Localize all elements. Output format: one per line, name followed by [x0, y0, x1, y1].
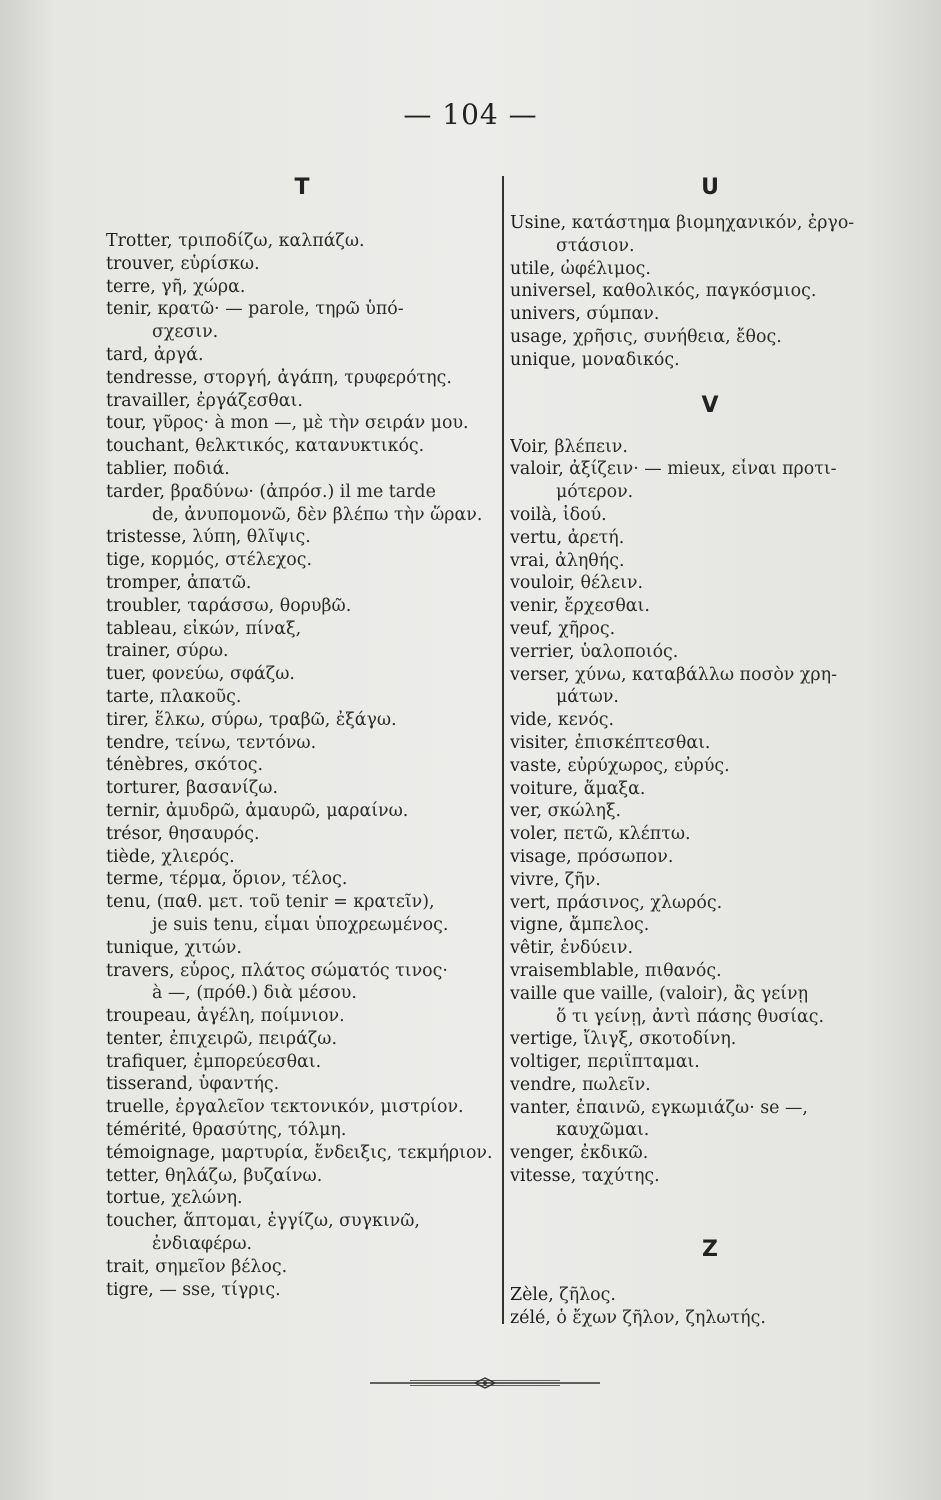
dictionary-entry — [510, 303, 910, 326]
entry-translation: à —, (πρόθ.) διὰ μέσου. — [152, 983, 357, 1004]
entry-headword: terre, — [106, 276, 162, 297]
entry-headword: tortue, — [106, 1188, 172, 1209]
dictionary-entry — [510, 326, 910, 349]
entry-translation: πετῶ, κλέπτω. — [563, 824, 691, 845]
entry-translation: πωλεῖν. — [582, 1074, 651, 1095]
dictionary-entry — [510, 983, 910, 1006]
dictionary-entry — [106, 1142, 498, 1165]
entry-translation: γῆ, χώρα. — [161, 276, 246, 297]
entry-headword: verrier, — [510, 641, 581, 662]
entry-translation: πλακοῦς. — [160, 686, 242, 707]
entry-translation: χλιερός. — [161, 846, 235, 867]
entry-translation: ἐπισκέπτεσθαι. — [574, 732, 711, 753]
entry-headword: ternir, — [106, 800, 166, 821]
entry-headword: tenir, — [106, 299, 158, 320]
entry-translation: ἀργά. — [153, 344, 204, 365]
entry-translation: φονεύω, σφάζω. — [151, 664, 295, 685]
dictionary-entry — [510, 709, 910, 732]
entry-headword: usage, — [510, 326, 573, 347]
entry-headword: tendresse, — [106, 367, 204, 388]
entry-headword: vaille — [510, 983, 563, 1004]
entry-headword: vaste, — [510, 755, 568, 776]
entry-headword: Voir, — [510, 436, 555, 457]
entry-translation: βασανίζω. — [186, 778, 278, 799]
dictionary-entry — [106, 1256, 498, 1279]
dictionary-entry — [510, 527, 910, 550]
entry-translation: ἕλκω, σύρω, τραβῶ, ἐξάγω. — [154, 709, 397, 730]
entry-translation: ἐπιχειρῶ, πειράζω. — [169, 1028, 337, 1049]
dictionary-entry — [510, 258, 910, 281]
dictionary-entry — [106, 846, 498, 869]
entry-headword: tenter, — [106, 1028, 170, 1049]
entry-translation: que vaille, (valoir), ἂς γείνῃ — [562, 983, 809, 1004]
entry-translation: ταράσσω, θορυβῶ. — [187, 595, 352, 616]
entry-continuation — [106, 982, 498, 1005]
entry-translation: σχεσιν. — [152, 322, 219, 343]
entry-translation: εὐρύχωρος, εὐρύς. — [567, 755, 730, 776]
dictionary-entry — [106, 1028, 498, 1051]
entry-translation: καθολικός, παγκόσμιος. — [602, 281, 817, 302]
entry-headword: unique, — [510, 349, 582, 370]
entry-headword: trafiquer, — [106, 1051, 194, 1072]
dictionary-entry — [106, 344, 498, 367]
entry-headword: visage, — [510, 846, 578, 867]
dictionary-entry — [106, 481, 498, 504]
entry-translation: — sse, τίγρις. — [159, 1279, 281, 1300]
dictionary-entry — [510, 869, 910, 892]
dictionary-entry — [106, 868, 498, 891]
dictionary-entry — [106, 526, 498, 549]
entry-headword: vertu, — [510, 527, 568, 548]
dictionary-entry — [106, 1165, 498, 1188]
entry-headword: tuer, — [106, 664, 152, 685]
dictionary-entry — [106, 1279, 498, 1302]
entry-headword: tunique, — [106, 937, 185, 958]
v-entry-list — [510, 436, 910, 1188]
entry-translation: πρόσωπον. — [577, 846, 674, 867]
entry-headword: vertige, — [510, 1029, 584, 1050]
entry-headword: tiède, — [106, 846, 162, 867]
dictionary-entry — [106, 549, 498, 572]
dictionary-entry — [106, 663, 498, 686]
entry-continuation — [510, 1006, 910, 1029]
entry-translation: ἅπτομαι, ἐγγίζω, συγκινῶ, — [183, 1211, 420, 1232]
entry-translation: πράσινος, χλωρός. — [556, 892, 723, 913]
entry-headword: tard, — [106, 344, 154, 365]
entry-headword: travers, — [106, 960, 181, 981]
entry-translation: θελκτικός, κατανυκτικός. — [195, 436, 425, 457]
dictionary-entry — [510, 1074, 910, 1097]
entry-translation: ἐνδύειν. — [560, 938, 633, 959]
section-heading-t: T — [294, 175, 310, 200]
entry-headword: témoignage, — [106, 1142, 221, 1163]
dictionary-entry — [510, 1097, 910, 1120]
entry-headword: tirer, — [106, 709, 155, 730]
entry-translation: ταχύτης. — [581, 1166, 660, 1187]
page-number: — 104 — — [403, 98, 538, 131]
z-entry-list — [510, 1284, 910, 1330]
entry-translation: de, ἀνυπομονῶ, δὲν βλέπω τὴν ὥραν. — [152, 504, 483, 525]
entry-headword: terme, — [106, 869, 170, 890]
dictionary-entry — [106, 458, 498, 481]
right-column — [510, 170, 910, 1329]
entry-translation: je suis tenu, εἶμαι ὑποχρεωμένος. — [152, 914, 449, 935]
entry-headword: universel, — [510, 281, 603, 302]
entry-translation: ζῆλος. — [559, 1284, 616, 1305]
dictionary-entry — [510, 755, 910, 778]
entry-translation: μάτων. — [556, 687, 619, 708]
entry-translation: ἰδού. — [562, 504, 607, 525]
dictionary-entry — [106, 367, 498, 390]
u-entry-list — [510, 212, 910, 372]
entry-translation: ἀγέλη, ποίμνιον. — [197, 1006, 345, 1027]
entry-translation: ἄμπελος. — [569, 915, 650, 936]
dictionary-entry — [106, 1210, 498, 1233]
entry-continuation — [106, 914, 498, 937]
dictionary-entry — [106, 1005, 498, 1028]
entry-translation: μαρτυρία, ἔνδειξις, τεκμήριον. — [220, 1142, 493, 1163]
dictionary-entry — [510, 618, 910, 641]
entry-headword: trainer, — [106, 641, 177, 662]
entry-headword: Zèle, — [510, 1284, 560, 1305]
entry-headword: voler, — [510, 824, 564, 845]
entry-headword: tisserand, — [106, 1074, 199, 1095]
entry-headword: travailler, — [106, 390, 197, 411]
dictionary-entry — [510, 1142, 910, 1165]
entry-translation: ἴλιγξ, σκοτοδίνη. — [583, 1029, 737, 1050]
dictionary-entry — [510, 1284, 910, 1307]
dictionary-entry — [510, 800, 910, 823]
entry-translation: θρασύτης, τόλμη. — [192, 1120, 347, 1141]
entry-headword: utile, — [510, 258, 561, 279]
entry-translation: ἀμυδρῶ, ἀμαυρῶ, μαραίνω. — [165, 800, 409, 821]
entry-translation: ἅμαξα. — [583, 778, 646, 799]
dictionary-entry — [510, 458, 910, 481]
entry-translation: ἐργαλεῖον τεκτονικόν, μιστρίον. — [175, 1097, 464, 1118]
entry-headword: tigre, — [106, 1279, 160, 1300]
dictionary-entry — [510, 914, 910, 937]
entry-continuation — [510, 686, 910, 709]
entry-translation: πιθανός. — [644, 960, 722, 981]
left-entry-list — [106, 230, 498, 1301]
entry-translation: σκότος. — [194, 755, 264, 776]
entry-headword: voiture, — [510, 778, 584, 799]
entry-headword: veuf, — [510, 618, 559, 639]
dictionary-entry — [510, 504, 910, 527]
entry-headword: trouver, — [106, 253, 181, 274]
entry-translation: εὑρίσκω. — [180, 253, 260, 274]
dictionary-entry — [106, 823, 498, 846]
entry-translation: εὖρος, πλάτος σώματός τινος· — [180, 960, 448, 981]
dictionary-entry — [106, 412, 498, 435]
dictionary-entry — [106, 1119, 498, 1142]
entry-headword: vraisemblable, — [510, 960, 645, 981]
dictionary-entry — [106, 640, 498, 663]
dictionary-entry — [510, 823, 910, 846]
entry-translation: γῦρος· à mon —, μὲ τὴν σειράν μου. — [152, 413, 469, 434]
entry-headword: verser, — [510, 664, 576, 685]
entry-headword: vitesse, — [510, 1166, 582, 1187]
dictionary-entry — [106, 1051, 498, 1074]
entry-translation: ὁ ἔχων ζῆλον, ζηλωτής. — [556, 1307, 766, 1328]
section-heading-z: Z — [702, 1236, 718, 1262]
entry-headword: truelle, — [106, 1097, 176, 1118]
entry-translation: τείνω, τεντόνω. — [175, 732, 317, 753]
dictionary-entry — [510, 937, 910, 960]
entry-headword: tige, — [106, 550, 152, 571]
entry-translation: ζῆν. — [564, 869, 601, 890]
entry-headword: voltiger, — [510, 1052, 588, 1073]
entry-translation: κρατῶ· — parole, τηρῶ ὑπό- — [157, 299, 404, 320]
entry-headword: tenu, — [106, 892, 157, 913]
dictionary-entry — [510, 732, 910, 755]
dictionary-entry — [106, 891, 498, 914]
column-divider — [502, 176, 504, 1324]
entry-headword: troupeau, — [106, 1006, 198, 1027]
dictionary-entry — [510, 595, 910, 618]
section-heading-v: V — [701, 392, 719, 418]
dictionary-entry — [510, 664, 910, 687]
entry-headword: univers, — [510, 304, 587, 325]
entry-headword: vide, — [510, 710, 558, 731]
entry-translation: ἐμπορεύεσθαι. — [193, 1051, 322, 1072]
dictionary-entry — [510, 846, 910, 869]
entry-translation: χρῆσις, συνήθεια, ἔθος. — [572, 326, 782, 347]
entry-headword: vigne, — [510, 915, 570, 936]
entry-headword: vendre, — [510, 1074, 583, 1095]
entry-translation: περιΐπταμαι. — [587, 1052, 700, 1073]
dictionary-entry — [106, 276, 498, 299]
dictionary-entry — [510, 572, 910, 595]
entry-translation: βραδύνω· (ἀπρόσ.) il me tarde — [170, 481, 436, 502]
entry-translation: σημεῖον βέλος. — [155, 1256, 288, 1277]
entry-headword: trésor, — [106, 823, 169, 844]
entry-headword: touchant, — [106, 436, 196, 457]
entry-translation: ἔρχεσθαι. — [564, 596, 650, 617]
entry-translation: θησαυρός. — [168, 823, 260, 844]
entry-headword: tablier, — [106, 458, 174, 479]
entry-headword: venir, — [510, 596, 565, 617]
dictionary-entry — [106, 595, 498, 618]
entry-translation: σύρω. — [176, 641, 229, 662]
entry-translation: ἐργάζεσθαι. — [196, 390, 303, 411]
dictionary-entry — [106, 230, 498, 253]
dictionary-entry — [106, 390, 498, 413]
entry-translation: ἐπαινῶ, εγκωμιάζω· se —, — [576, 1097, 808, 1118]
entry-headword: vouloir, — [510, 573, 581, 594]
dictionary-entry — [510, 436, 910, 459]
section-heading-u: U — [701, 175, 719, 200]
entry-headword: vanter, — [510, 1097, 577, 1118]
end-ornament — [370, 1376, 600, 1390]
entry-translation: χύνω, καταβάλλω ποσὸν χρη- — [575, 664, 837, 685]
dictionary-entry — [510, 1307, 910, 1330]
entry-translation: ὠφέλιμος. — [560, 258, 651, 279]
dictionary-entry — [106, 572, 498, 595]
entry-translation: καυχῶμαι. — [556, 1120, 650, 1141]
dictionary-entry — [106, 253, 498, 276]
entry-headword: valoir, — [510, 459, 570, 480]
entry-translation: βλέπειν. — [554, 436, 628, 457]
dictionary-entry — [106, 709, 498, 732]
entry-headword: témérité, — [106, 1120, 193, 1141]
entry-continuation — [106, 1233, 498, 1256]
entry-headword: Trotter, — [106, 231, 179, 251]
entry-headword: tendre, — [106, 732, 176, 753]
entry-headword: vêtir, — [510, 938, 561, 959]
entry-translation: κορμός, στέλεχος. — [151, 550, 312, 571]
entry-headword: tristesse, — [106, 527, 193, 548]
entry-headword: visiter, — [510, 732, 575, 753]
entry-headword: tour, — [106, 413, 153, 434]
dictionary-entry — [106, 777, 498, 800]
dictionary-entry — [510, 1165, 910, 1188]
entry-headword: vivre, — [510, 869, 565, 890]
dictionary-entry — [106, 754, 498, 777]
entry-headword: torturer, — [106, 778, 187, 799]
entry-continuation — [510, 1119, 910, 1142]
entry-translation: τέρμα, ὅριον, τέλος. — [169, 869, 348, 890]
dictionary-entry — [510, 641, 910, 664]
dictionary-entry — [510, 1051, 910, 1074]
left-column — [106, 170, 498, 1301]
entry-translation: χιτών. — [184, 937, 242, 958]
entry-headword: tarte, — [106, 686, 161, 707]
entry-translation: ὑαλοποιός. — [580, 641, 679, 662]
entry-headword: ténèbres, — [106, 755, 195, 776]
entry-headword: voilà, — [510, 504, 563, 525]
entry-continuation — [106, 504, 498, 527]
entry-translation: τριποδίζω, καλπάζω. — [178, 231, 365, 251]
entry-translation: ποδιά. — [173, 458, 230, 479]
entry-headword: vrai, — [510, 550, 556, 571]
entry-headword: vert, — [510, 892, 557, 913]
dictionary-entry — [106, 686, 498, 709]
entry-translation: χῆρος. — [558, 618, 616, 639]
dictionary-entry — [510, 349, 910, 372]
dictionary-entry — [510, 1028, 910, 1051]
dictionary-entry — [106, 800, 498, 823]
dictionary-entry — [106, 618, 498, 641]
entry-continuation — [106, 321, 498, 344]
entry-translation: στοργή, ἀγάπη, τρυφερότης. — [203, 367, 452, 388]
entry-continuation — [510, 481, 910, 504]
dictionary-entry — [106, 732, 498, 755]
dictionary-entry — [510, 280, 910, 303]
entry-translation: ἀρετή. — [567, 527, 625, 548]
entry-translation: ὅ τι γείνῃ, ἀντὶ πάσης θυσίας. — [556, 1006, 824, 1027]
dictionary-entry — [106, 937, 498, 960]
entry-translation: ἐκδικῶ. — [580, 1143, 649, 1164]
dictionary-entry — [510, 892, 910, 915]
entry-translation: (παθ. μετ. τοῦ tenir = κρατεῖν), — [156, 892, 435, 913]
entry-headword: venger, — [510, 1143, 581, 1164]
entry-translation: θέλειν. — [580, 573, 643, 594]
entry-headword: tetter, — [106, 1165, 166, 1186]
entry-translation: χελώνη. — [171, 1188, 243, 1209]
dictionary-entry — [106, 1096, 498, 1119]
entry-translation: κενός. — [557, 710, 615, 731]
dictionary-entry — [510, 550, 910, 573]
entry-translation: στάσιον. — [556, 235, 635, 256]
entry-translation: ἐνδιαφέρω. — [152, 1234, 253, 1255]
dictionary-entry — [106, 1073, 498, 1096]
entry-translation: μοναδικός. — [581, 349, 680, 370]
dictionary-entry — [510, 960, 910, 983]
dictionary-entry — [510, 212, 910, 235]
entry-translation: ἀξίζειν· — mieux, εἶναι προτι- — [569, 459, 837, 480]
entry-headword: Usine, — [510, 213, 572, 233]
dictionary-entry — [106, 435, 498, 458]
entry-translation: κατάστημα βιομηχανικόν, ἐργο- — [571, 213, 855, 233]
entry-continuation — [510, 235, 910, 258]
entry-translation: σύμπαν. — [586, 304, 660, 325]
entry-translation: λύπη, θλῖψις. — [192, 527, 311, 548]
entry-translation: ἀληθής. — [555, 550, 625, 571]
entry-translation: σκώληξ. — [547, 801, 622, 822]
dictionary-entry — [106, 1187, 498, 1210]
entry-headword: troubler, — [106, 595, 188, 616]
entry-translation: ὑφαντής. — [198, 1074, 280, 1095]
entry-headword: tableau, — [106, 618, 183, 639]
entry-headword: ver, — [510, 801, 548, 822]
dictionary-entry — [106, 298, 498, 321]
entry-translation: μότερον. — [556, 482, 634, 503]
entry-headword: tromper, — [106, 572, 188, 593]
entry-translation: θηλάζω, βυζαίνω. — [165, 1165, 323, 1186]
entry-headword: trait, — [106, 1256, 156, 1277]
entry-headword: zélé, — [510, 1307, 557, 1328]
dictionary-entry — [510, 778, 910, 801]
entry-translation: ἀπατῶ. — [187, 572, 252, 593]
entry-headword: tarder, — [106, 481, 171, 502]
entry-headword: toucher, — [106, 1211, 184, 1232]
dictionary-entry — [106, 960, 498, 983]
entry-translation: εἰκών, πίναξ, — [182, 618, 302, 639]
